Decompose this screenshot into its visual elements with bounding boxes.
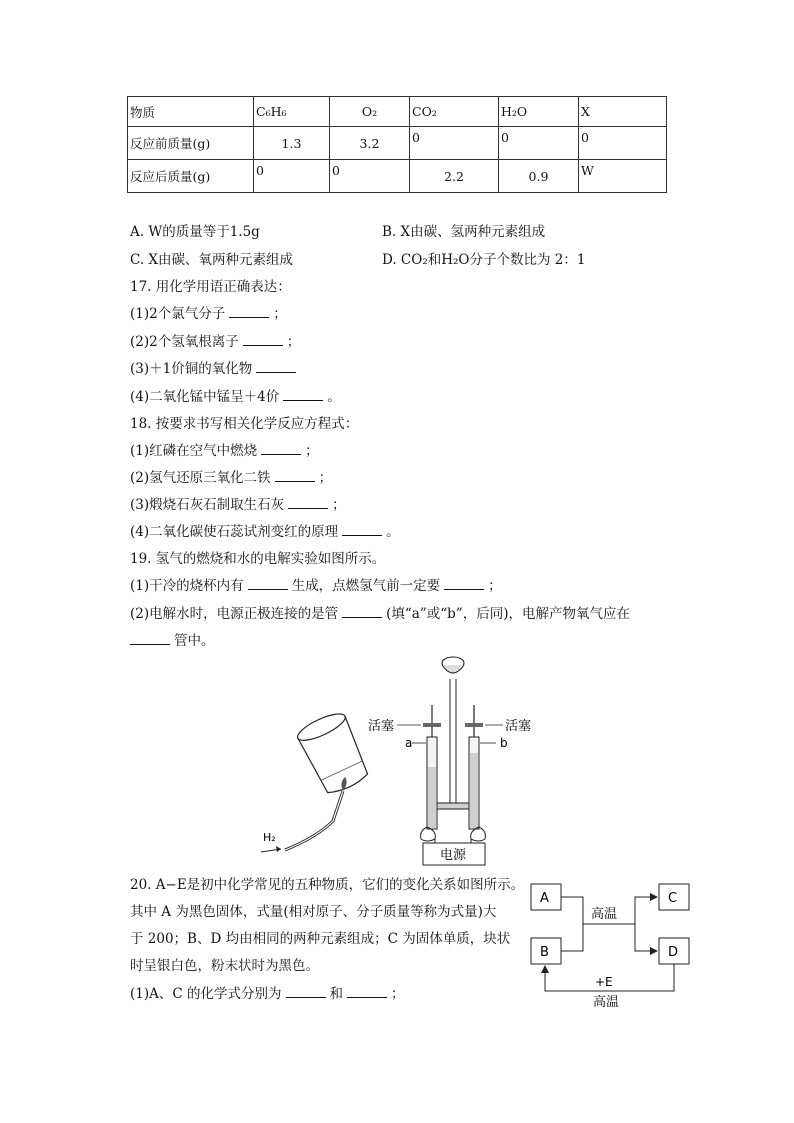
power-label: 电源	[440, 848, 467, 863]
option-b: B. X由碳、氢两种元素组成	[382, 224, 546, 240]
table-cell: 0	[330, 160, 410, 193]
table-cell: 物质	[128, 97, 254, 127]
q18-item	[130, 439, 319, 459]
q20-text: ；	[391, 986, 405, 1002]
box-c-label: C	[668, 891, 678, 906]
q20-text: 和	[329, 986, 343, 1002]
beaker-icon	[294, 709, 372, 798]
stopcock-left-label: 活塞	[368, 719, 395, 734]
table-cell: O₂	[330, 97, 410, 127]
q19-line-1	[130, 574, 502, 594]
option-a: A. W的质量等于1.5g	[130, 224, 260, 240]
q20-text: (1)A、C 的化学式分别为	[130, 986, 282, 1002]
q18-item-text: (1)红磷在空气中燃烧	[130, 443, 258, 459]
table-cell: 1.3	[254, 127, 330, 160]
q19-text: (2)电解水时，电源正极连接的是管	[130, 606, 339, 622]
answer-blank[interactable]	[283, 388, 323, 401]
q17-item	[130, 330, 300, 350]
answer-blank[interactable]	[444, 577, 484, 590]
q20-line: 于 200；B、D 均由相同的两种元素组成；C 为固体单质，块状	[130, 931, 511, 947]
q18-item-end: ；	[305, 443, 319, 459]
condition-bottom: 高温	[593, 995, 620, 1010]
condition-bottom-reagent: +E	[595, 975, 613, 989]
q19-line-2	[130, 602, 630, 622]
tube-a-label: a	[405, 736, 413, 750]
q17-item-text: (2)2个氢氧根离子	[130, 334, 239, 350]
q20-line: 时呈银白色，粉末状时为黑色。	[130, 958, 319, 974]
q17-item-text: (3)＋1价铜的氧化物	[130, 361, 253, 377]
box-b-label: B	[540, 945, 549, 960]
tube-b-label: b	[500, 736, 508, 750]
box-a-label: A	[540, 891, 549, 906]
q18-item	[130, 466, 332, 486]
q18-item-end: 。	[386, 524, 400, 540]
q18-item-end: ；	[318, 470, 333, 486]
table-cell: 2.2	[410, 160, 499, 193]
answer-blank[interactable]	[286, 985, 326, 998]
q18-item-text: (4)二氧化碳使石蕊试剂变红的原理	[130, 524, 339, 540]
electrolysis-figure	[255, 655, 545, 870]
mass-table	[127, 96, 667, 193]
q17-item-end: 。	[327, 389, 341, 405]
stopcock-left-icon	[423, 723, 441, 727]
q19-text: (1)干冷的烧杯内有	[130, 578, 244, 594]
answer-blank[interactable]	[243, 333, 283, 346]
q19-text: ；	[488, 578, 502, 594]
answer-blank[interactable]	[275, 469, 315, 482]
stopcock-right-label: 活塞	[505, 719, 532, 734]
q18-item	[130, 520, 400, 540]
q17-item-text: (1)2个氯气分子	[130, 306, 226, 322]
option-d: D. CO₂和H₂O分子个数比为 2：1	[382, 252, 586, 268]
q18-stem: 18. 按要求书写相关化学反应方程式：	[130, 416, 359, 432]
table-cell: X	[579, 97, 667, 127]
answer-blank[interactable]	[342, 523, 382, 536]
answer-blank[interactable]	[248, 577, 288, 590]
condition-top: 高温	[591, 907, 618, 922]
table-cell: 0	[579, 127, 667, 160]
q20-line: 其中 A 为黑色固体，式量(相对原子、分子质量等称为式量)大	[130, 904, 497, 920]
table-cell: 0	[499, 127, 579, 160]
table-row	[128, 127, 667, 160]
q17-item-end: ；	[286, 334, 301, 350]
table-cell: 0.9	[499, 160, 579, 193]
table-cell: 反应前质量(g)	[128, 127, 254, 160]
table-cell: 反应后质量(g)	[128, 160, 254, 193]
flow-diagram	[525, 878, 695, 1012]
answer-blank[interactable]	[261, 442, 301, 455]
answer-blank[interactable]	[229, 305, 269, 318]
h2-label: H₂	[263, 831, 276, 844]
q19-stem: 19. 氢气的燃烧和水的电解实验如图所示。	[130, 551, 386, 567]
q17-item	[130, 302, 287, 322]
answer-blank[interactable]	[342, 605, 382, 618]
q19-line-3	[130, 629, 215, 649]
table-cell: C₆H₆	[254, 97, 330, 127]
q20-line	[130, 982, 405, 1002]
q18-item	[130, 493, 346, 513]
q17-item	[130, 357, 300, 377]
table-cell: 0	[254, 160, 330, 193]
q17-item-text: (4)二氧化锰中锰呈＋4价	[130, 389, 280, 405]
q19-text: (填“a”或“b”，后同)，电解产物氧气应在	[386, 606, 630, 622]
table-cell: W	[579, 160, 667, 193]
table-cell: H₂O	[499, 97, 579, 127]
q18-item-text: (3)煅烧石灰石制取生石灰	[130, 497, 285, 513]
table-cell: 0	[410, 127, 499, 160]
q18-item-text: (2)氢气还原三氧化二铁	[130, 470, 271, 486]
option-c: C. X由碳、氧两种元素组成	[130, 252, 294, 268]
stopcock-right-icon	[465, 723, 483, 727]
answer-blank[interactable]	[130, 632, 170, 645]
answer-blank[interactable]	[288, 496, 328, 509]
q17-stem: 17. 用化学用语正确表达：	[130, 279, 291, 295]
table-cell: CO₂	[410, 97, 499, 127]
table-row	[128, 160, 667, 193]
answer-blank[interactable]	[256, 360, 296, 373]
q17-item-end: ；	[273, 306, 287, 322]
table-cell: 3.2	[330, 127, 410, 160]
table-row	[128, 97, 667, 127]
gas-tube-icon	[285, 791, 343, 850]
q19-text: 生成，点燃氢气前一定要	[291, 578, 441, 594]
q19-text: 管中。	[174, 633, 215, 649]
box-d-label: D	[668, 945, 679, 960]
answer-blank[interactable]	[347, 985, 387, 998]
q18-item-end: ；	[332, 497, 346, 513]
q20-line: 20. A−E是初中化学常见的五种物质，它们的变化关系如图所示。	[130, 877, 525, 893]
q17-item	[130, 385, 341, 405]
